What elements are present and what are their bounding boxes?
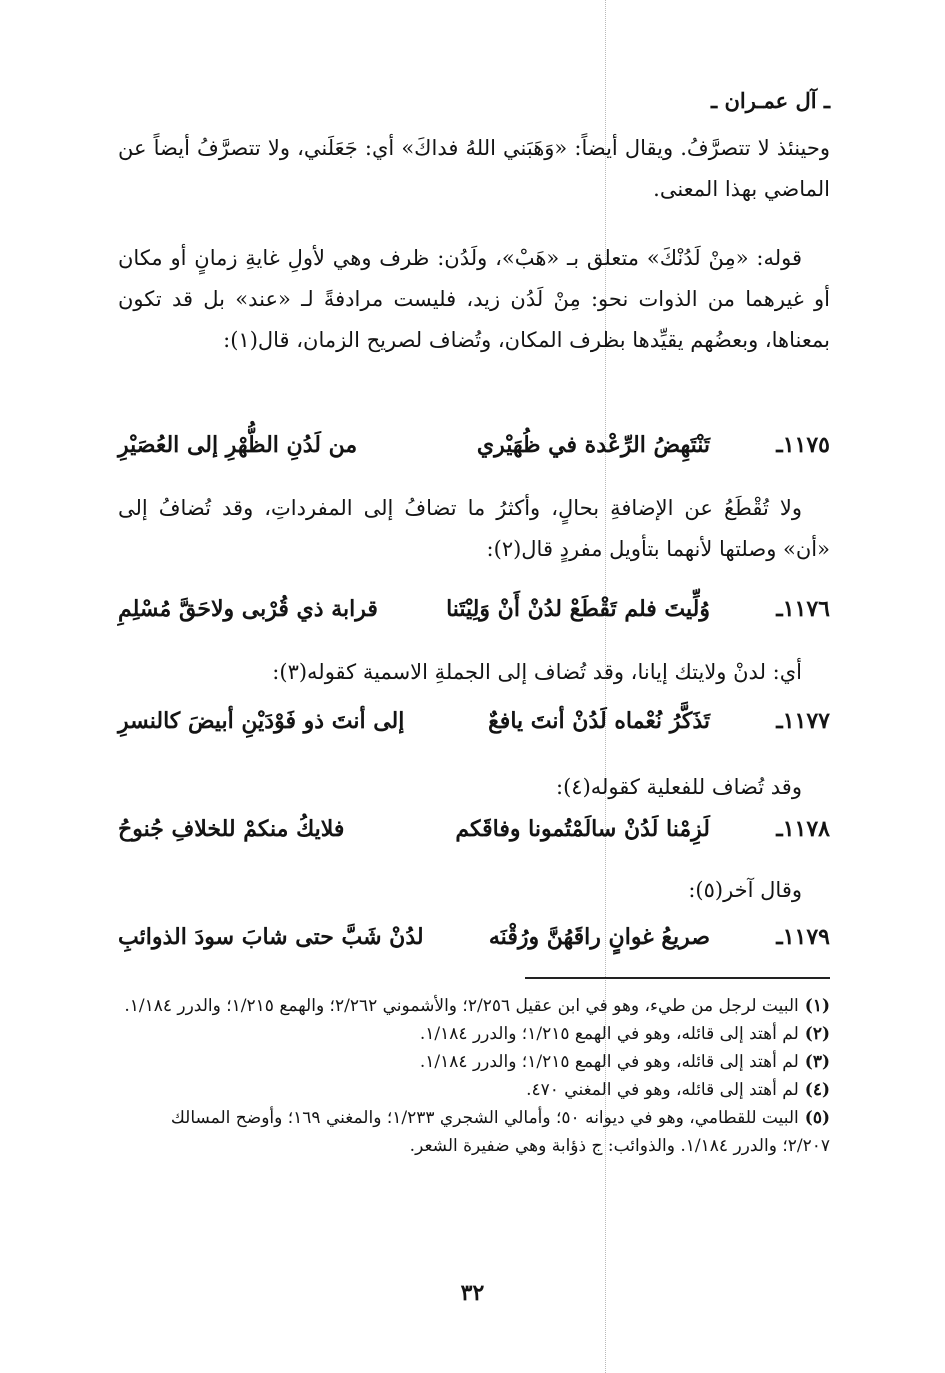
verse-number: ١١٧٦ـ [776, 596, 830, 622]
verse-first-hemistich: تَنْتَهِضُ الرِّعْدة في ظُهَيْري [476, 432, 710, 458]
footnote-number: (٣) [804, 1052, 830, 1072]
verse-1177 [118, 708, 830, 748]
footnote-divider [525, 977, 830, 979]
verse-second-hemistich: إلى أنتَ ذو فَوْدَيْنِ أبيضَ كالنسرِ [118, 708, 405, 734]
footnotes [118, 992, 830, 1160]
paragraph-5: وقد تُضاف للفعلية كقوله(٤): [556, 775, 802, 799]
footnote-text: البيت للقطامي، وهو في ديوانه ٥٠؛ وأمالي الشجري ١/٢٣٣؛ والمغني ١٦٩؛ وأوضح المسالك ٢/٢٠٧؛ والدرر ١/١٨٤. والذوائب: ج ذؤابة وهي ضفيرة الشعر. [170, 1108, 830, 1156]
page-number: ٣٢ [460, 1280, 485, 1306]
verse-second-hemistich: قرابة ذي قُرْبى ولاحَقَّ مُسْلِمِ [118, 596, 378, 622]
footnote-text: البيت لرجل من طيء، وهو في ابن عقيل ٢/٢٥٦؛ والأشموني ٢/٢٦٢؛ والهمع ١/٢١٥؛ والدرر ١/١٨٤. [124, 996, 799, 1016]
verse-second-hemistich: فلايكُ منكمْ للخلافِ جُنوحُ [118, 816, 345, 842]
footnote-3 [118, 1048, 830, 1076]
verse-1178 [118, 816, 830, 856]
verse-number: ١١٧٥ـ [776, 432, 830, 458]
paragraph-4: أي: لدنْ ولايتك إيانا، وقد تُضاف إلى الجملةِ الاسمية كقوله(٣): [272, 660, 802, 684]
paragraph-6: وقال آخر(٥): [688, 878, 802, 902]
verse-first-hemistich: وُلِّيتَ فلم تَقْطَعْ لدُنْ أَنْ وَلِيْتَنا [446, 596, 710, 622]
footnote-text: لم أهتد إلى قائله، وهو في الهمع ١/٢١٥؛ والدرر ١/١٨٤. [419, 1052, 799, 1072]
footnote-number: (٥) [804, 1108, 830, 1128]
verse-number: ١١٧٩ـ [776, 924, 830, 950]
footnote-2 [118, 1020, 830, 1048]
paragraph-1: وحينئذ لا تتصرَّفُ. ويقال أيضاً: «وَهَبَني اللهُ فداكَ» أي: جَعَلَني، ولا تتصرَّفُ أيضاً عن الماضي بهذا المعنى. [118, 136, 830, 201]
footnote-text: لم أهتد إلى قائله، وهو في الهمع ١/٢١٥؛ والدرر ١/١٨٤. [419, 1024, 799, 1044]
verse-second-hemistich: من لَدُنِ الظُّهْرِ إلى العُصَيْرِ [118, 432, 358, 458]
verse-first-hemistich: صريعُ غوانٍ راقَهُنَّ ورُقْنَه [488, 924, 710, 950]
verse-1176 [118, 596, 830, 636]
verse-1175 [118, 432, 830, 472]
footnote-number: (١) [804, 996, 830, 1016]
verse-first-hemistich: لَزِمْنا لَدُنْ سالَمْتُمونا وفاقَكم [455, 816, 710, 842]
footnote-text: لم أهتد إلى قائله، وهو في المغني ٤٧٠. [526, 1080, 799, 1100]
footnote-1 [118, 992, 830, 1020]
verse-1179 [118, 924, 830, 964]
footnote-4 [118, 1076, 830, 1104]
verse-number: ١١٧٨ـ [776, 816, 830, 842]
verse-first-hemistich: تَذَكَّرُ نُعْماه لَدُنْ أنتَ يافعٌ [488, 708, 710, 734]
footnote-number: (٢) [804, 1024, 830, 1044]
footnote-number: (٤) [804, 1080, 830, 1100]
paragraph-2: قوله: «مِنْ لَدُنْكَ» متعلق بـ «هَبْ»، ولَدُن: ظرف وهي لأولِ غايةِ زمانٍ أو مكان أو غيرهما من الذوات نحو: مِنْ لَدُن زيد، فليست مرادفةً لـ «عند» بل قد تكون بمعناها، وبعضُهم يقيِّدها بظرف المكان، وتُضاف لصريح الزمان، قال(١): [118, 246, 830, 352]
running-head: ـ آل عمـران ـ [711, 88, 830, 113]
verse-second-hemistich: لدُنْ شَبَّ حتى شابَ سودَ الذوائبِ [118, 924, 424, 950]
paragraph-3: ولا تُقْطَعُ عن الإضافةِ بحالٍ، وأكثرُ ما تضافُ إلى المفرداتِ، وقد تُضافُ إلى «أن» وصلتها لأنهما بتأويل مفردٍ قال(٢): [118, 496, 830, 561]
verse-number: ١١٧٧ـ [776, 708, 830, 734]
footnote-5 [118, 1104, 830, 1160]
